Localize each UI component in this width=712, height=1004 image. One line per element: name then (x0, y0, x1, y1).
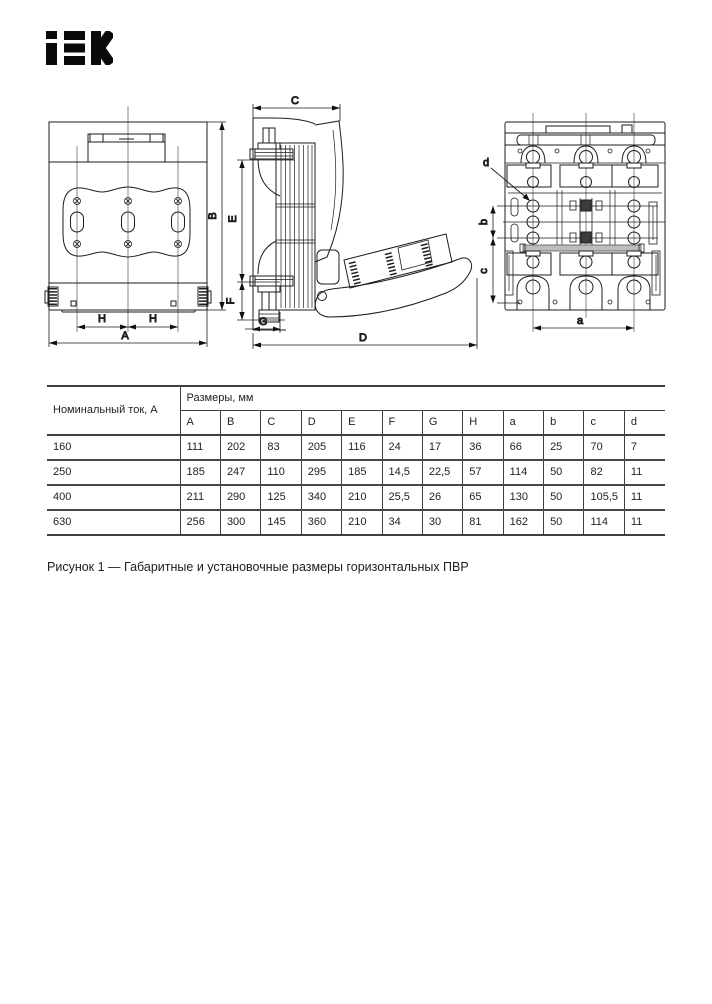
dim-label-D: D (359, 332, 367, 344)
front-view (45, 106, 226, 347)
dim-label-F: F (225, 297, 237, 305)
table-row (47, 435, 665, 460)
col-header-H: H (463, 411, 503, 436)
cell: 30 (422, 510, 462, 535)
figure-caption: Рисунок 1 — Габаритные и установочные размеры горизонтальных ПВР (47, 560, 469, 574)
cell-current: 160 (47, 435, 180, 460)
side-view (225, 95, 477, 349)
cell: 110 (261, 460, 301, 485)
cell: 130 (503, 485, 543, 510)
cell: 247 (220, 460, 260, 485)
rear-view (478, 113, 665, 332)
cell: 210 (342, 510, 382, 535)
dimensions-table (47, 385, 665, 536)
cell: 65 (463, 485, 503, 510)
cell: 50 (544, 510, 584, 535)
cell: 205 (301, 435, 341, 460)
cell: 290 (220, 485, 260, 510)
col-header-a: a (503, 411, 543, 436)
dim-label-A: A (121, 330, 129, 342)
cell: 50 (544, 485, 584, 510)
table-group-header: Размеры, мм (180, 386, 665, 411)
col-header-c: c (584, 411, 624, 436)
table-row (47, 485, 665, 510)
col-header-F: F (382, 411, 422, 436)
cell: 300 (220, 510, 260, 535)
cell: 11 (624, 460, 665, 485)
dim-label-H-left: H (98, 313, 106, 325)
cell: 7 (624, 435, 665, 460)
cell: 105,5 (584, 485, 624, 510)
dim-label-C: C (291, 95, 299, 107)
table-col1-header: Номинальный ток, А (47, 386, 180, 435)
cell: 11 (624, 510, 665, 535)
cell: 22,5 (422, 460, 462, 485)
cell-current: 400 (47, 485, 180, 510)
dim-label-b: b (478, 218, 490, 226)
cell: 145 (261, 510, 301, 535)
dim-label-E: E (227, 215, 239, 223)
cell: 25 (544, 435, 584, 460)
cell: 162 (503, 510, 543, 535)
cell: 202 (220, 435, 260, 460)
cell: 82 (584, 460, 624, 485)
cell: 211 (180, 485, 220, 510)
dim-label-H-right: H (149, 313, 157, 325)
cell: 360 (301, 510, 341, 535)
cell-current: 630 (53, 516, 72, 528)
col-header-E: E (342, 411, 382, 436)
figure-drawings (0, 0, 712, 380)
cell: 185 (342, 460, 382, 485)
cell: 17 (422, 435, 462, 460)
col-header-b: b (544, 411, 584, 436)
dim-label-G: G (258, 316, 268, 328)
cell: 70 (584, 435, 624, 460)
col-header-B: B (220, 411, 260, 436)
cell: 81 (463, 510, 503, 535)
cell: 116 (342, 435, 382, 460)
cell: 210 (342, 485, 382, 510)
cell: 57 (463, 460, 503, 485)
cell: 66 (503, 435, 543, 460)
col-header-G: G (422, 411, 462, 436)
cell-current: 250 (47, 460, 180, 485)
dim-label-d: d (482, 157, 490, 169)
cell: 125 (261, 485, 301, 510)
dimensions-table-wrap (47, 385, 665, 536)
cell: 114 (584, 510, 624, 535)
cell: 24 (382, 435, 422, 460)
col-header-D: D (301, 411, 341, 436)
cell: 14,5 (382, 460, 422, 485)
col-header-C: C (261, 411, 301, 436)
cell: 25,5 (382, 485, 422, 510)
cell: 185 (180, 460, 220, 485)
cell: 36 (463, 435, 503, 460)
col-header-d: d (624, 411, 665, 436)
cell: 340 (301, 485, 341, 510)
cell: 26 (422, 485, 462, 510)
col-header-A: A (180, 411, 220, 436)
cell: 111 (180, 435, 220, 460)
table-row (47, 510, 665, 535)
cell: 83 (261, 435, 301, 460)
dim-label-B: B (207, 212, 219, 220)
cell: 34 (382, 510, 422, 535)
cell: 295 (301, 460, 341, 485)
table-row (47, 460, 665, 485)
dim-label-c: c (478, 268, 490, 274)
cell: 50 (544, 460, 584, 485)
cell: 11 (624, 485, 665, 510)
cell: 256 (180, 510, 220, 535)
cell: 114 (503, 460, 543, 485)
dim-label-a: a (576, 315, 584, 327)
